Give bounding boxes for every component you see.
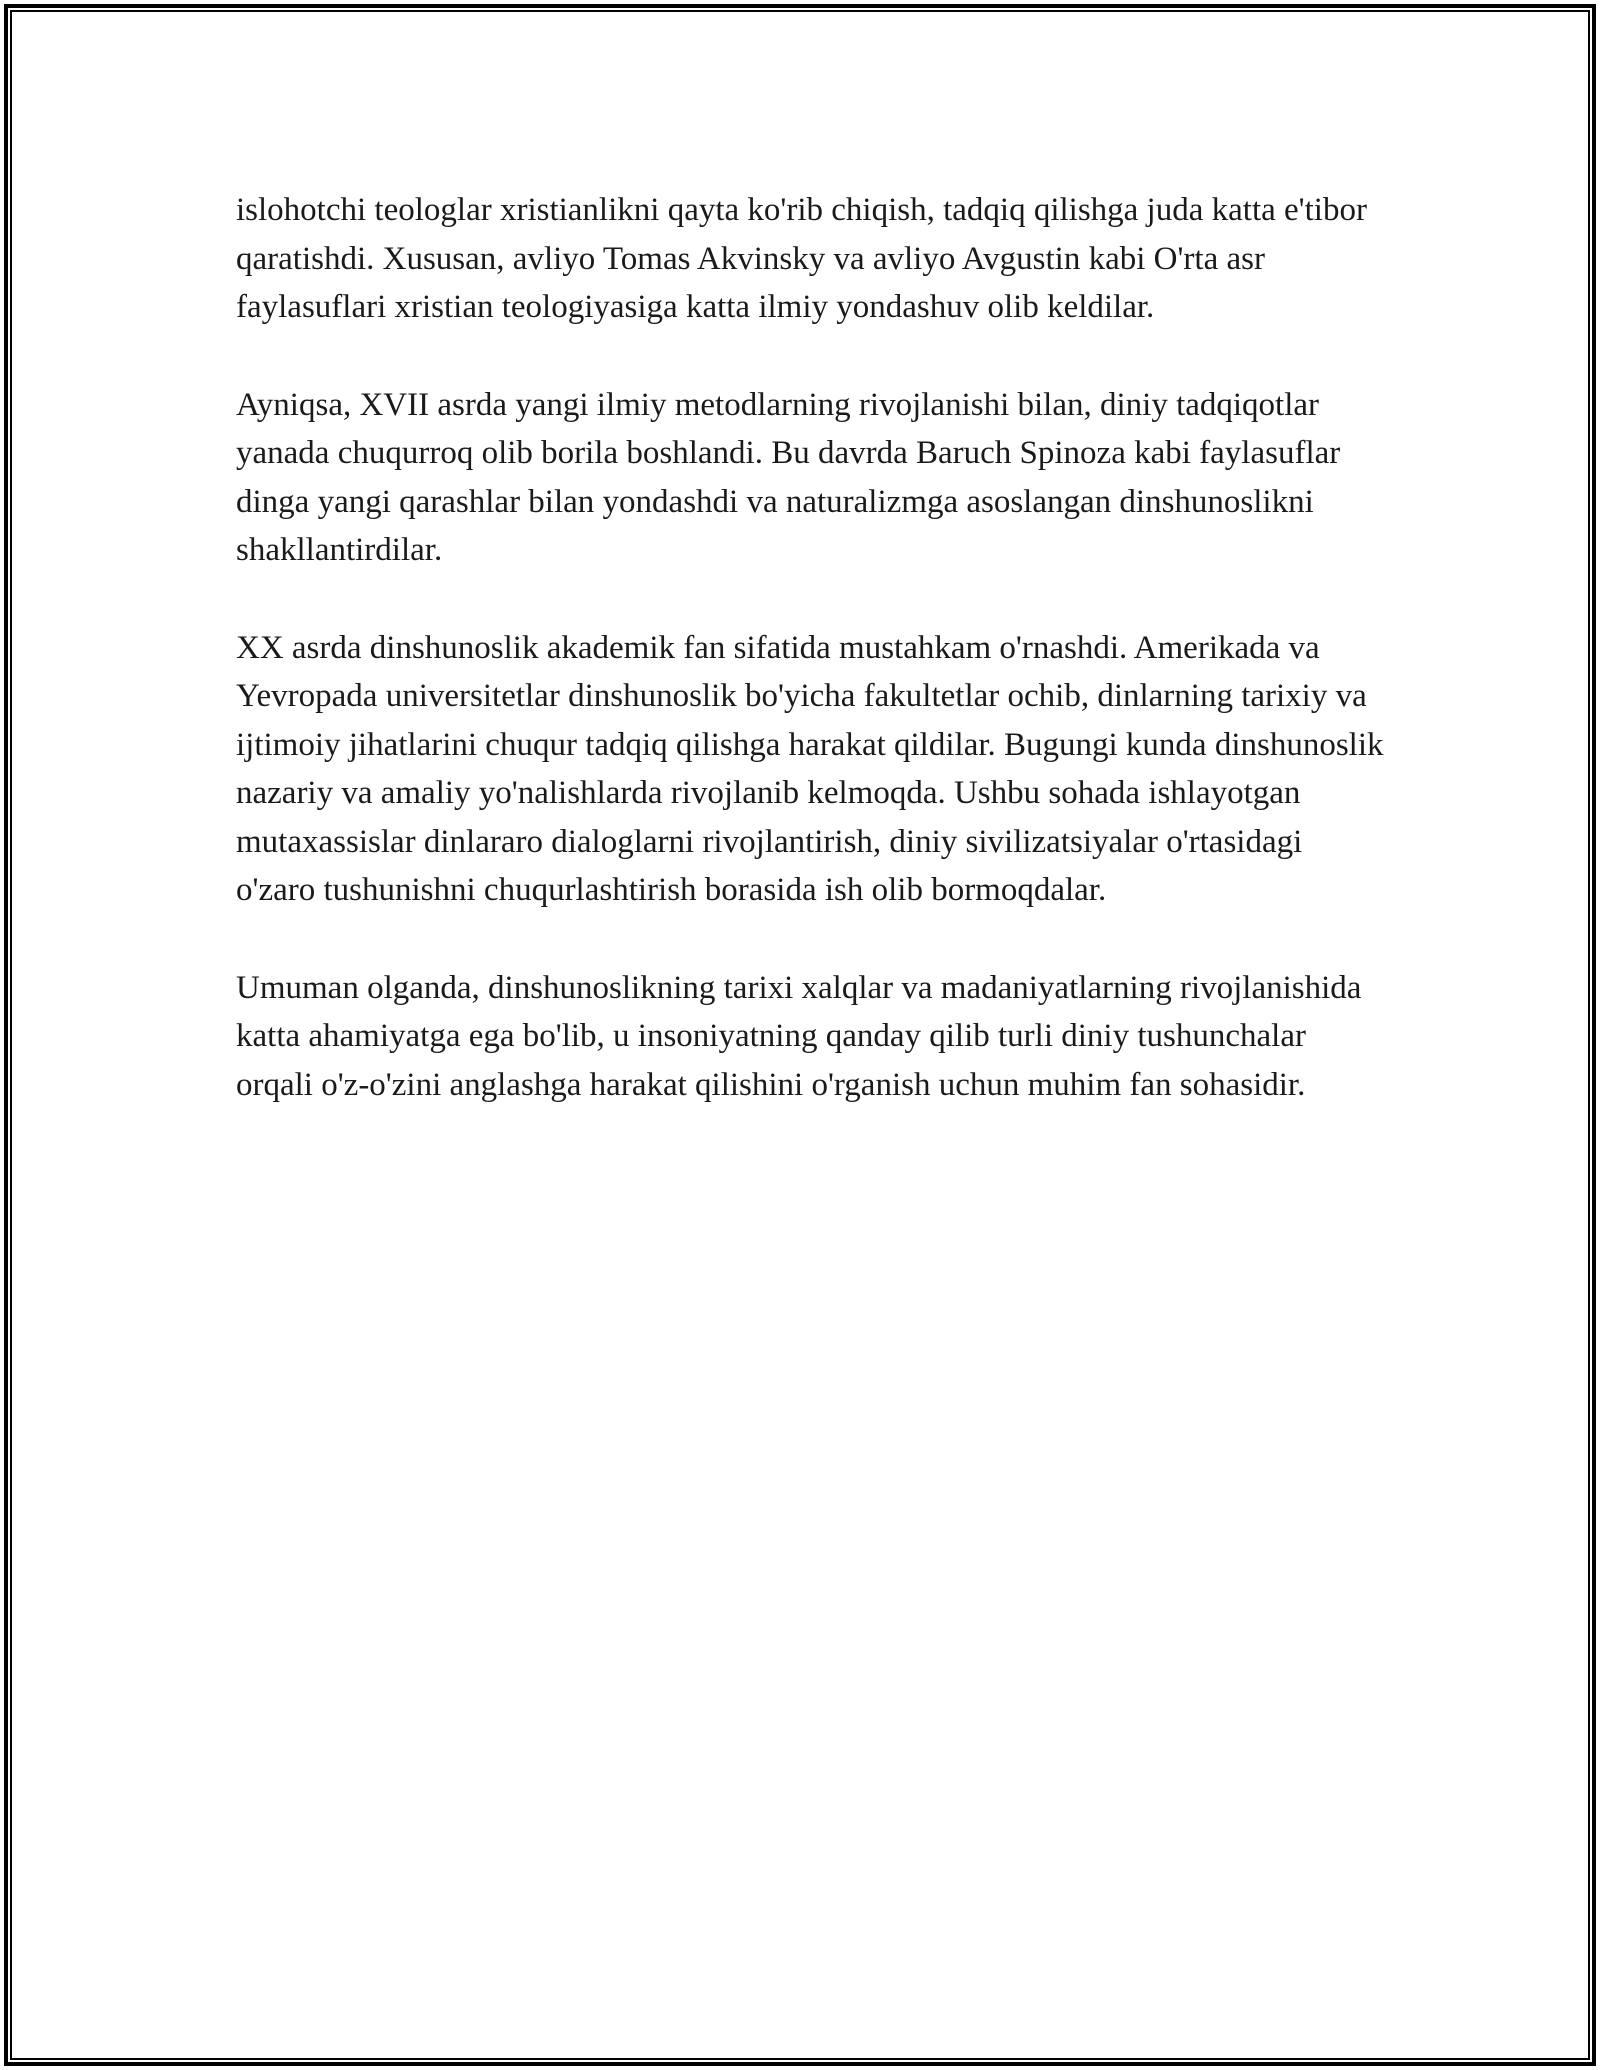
- document-body: [236, 186, 1386, 1158]
- paragraph-1: islohotchi teologlar xristianlikni qayta ko'rib chiqish, tadqiq qilishga juda katta e'tibor qaratishdi. Xususan, avliyo Tomas Akvinsky va avliyo Avgustin kabi O'rta asr faylasuflari xristian teologiyasiga katta ilmiy yondashuv olib keldilar.: [236, 192, 1367, 325]
- paragraph-4: Umuman olganda, dinshunoslikning tarixi xalqlar va madaniyatlarning rivojlanishida katta ahamiyatga ega bo'lib, u insoniyatning qanday qilib turli diniy tushunchalar orqali o'z-o'zini anglashga harakat qilishini o'rganish uchun muhim fan sohasidir.: [236, 969, 1362, 1103]
- paragraph-2: Ayniqsa, XVII asrda yangi ilmiy metodlarning rivojlanishi bilan, diniy tadqiqotlar yanada chuqurroq olib borila boshlandi. Bu davrda Baruch Spinoza kabi faylasuflar dinga yangi qarashlar bilan yondashdi va naturalizmga asoslangan dinshunoslikni shakllantirdilar.: [236, 386, 1341, 568]
- paragraph-3: XX asrda dinshunoslik akademik fan sifatida mustahkam o'rnashdi. Amerikada va Yevropada universitetlar dinshunoslik bo'yicha fakultetlar ochib, dinlarning tarixiy va ijtimoiy jihatlarini chuqur tadqiq qilishga harakat qildilar. Bugungi kunda dinshunoslik nazariy va amaliy yo'nalishlarda rivojlanib kelmoqda. Ushbu sohada ishlayotgan mutaxassislar dinlararo dialoglarni rivojlantirish, diniy sivilizatsiyalar o'rtasidagi o'zaro tushunishni chuqurlashtirish borasida ish olib bormoqdalar.: [236, 629, 1384, 908]
